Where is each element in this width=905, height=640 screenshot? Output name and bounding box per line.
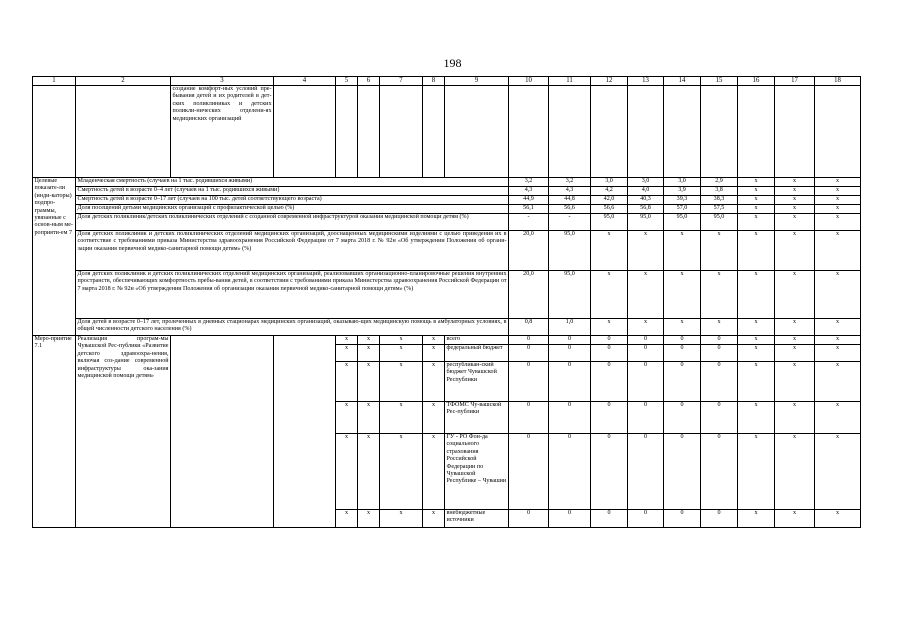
funding-value: 0 xyxy=(509,402,549,434)
budget-code: x xyxy=(380,402,423,434)
column-header: 2 xyxy=(76,77,171,86)
funding-source: ГУ - РО Фон-да социального страхования Российской Федерации по Чувашской Республике – Чувашии xyxy=(445,434,509,510)
indicator-value: x xyxy=(701,271,738,319)
budget-code: x xyxy=(423,434,445,510)
budget-code: x xyxy=(380,345,423,362)
indicator-value: x xyxy=(775,187,815,196)
indicator-value: x xyxy=(628,271,664,319)
indicator-value: x xyxy=(591,319,628,336)
funding-value: 0 xyxy=(509,434,549,510)
funding-value: 0 xyxy=(509,510,549,528)
indicator-value: 57,5 xyxy=(701,205,738,214)
funding-value: x xyxy=(815,402,861,434)
indicator-value: x xyxy=(775,231,815,271)
budget-code: x xyxy=(423,336,445,345)
funding-value: x xyxy=(775,510,815,528)
funding-source: федеральный бюджет xyxy=(445,345,509,362)
indicator-value: x xyxy=(591,231,628,271)
budget-code: x xyxy=(380,362,423,402)
budget-code: x xyxy=(336,510,358,528)
column-header: 3 xyxy=(171,77,274,86)
indicator-value: x xyxy=(738,187,775,196)
table-row xyxy=(33,86,861,178)
funding-value: 0 xyxy=(509,362,549,402)
indicator-value: 4,2 xyxy=(591,187,628,196)
funding-value: x xyxy=(815,362,861,402)
table-cell xyxy=(380,86,423,178)
funding-value: 0 xyxy=(591,434,628,510)
table-cell xyxy=(171,336,274,528)
indicator-value: x xyxy=(701,319,738,336)
indicator-value: x xyxy=(664,319,701,336)
budget-code: x xyxy=(380,336,423,345)
funding-value: 0 xyxy=(664,336,701,345)
table-cell xyxy=(701,86,738,178)
budget-code: x xyxy=(423,510,445,528)
indicator-value: x xyxy=(664,231,701,271)
indicator-value: 3,9 xyxy=(664,187,701,196)
funding-value: 0 xyxy=(701,510,738,528)
funding-value: 0 xyxy=(591,510,628,528)
indicator-value: x xyxy=(775,196,815,205)
indicator-value: - xyxy=(549,214,591,231)
column-header: 11 xyxy=(549,77,591,86)
funding-value: x xyxy=(775,434,815,510)
indicator-row xyxy=(33,231,861,271)
indicator-value: 95,0 xyxy=(628,214,664,231)
budget-code: x xyxy=(358,510,380,528)
measure-label: Меро-приятие 7.1 xyxy=(33,336,76,528)
indicator-text: Доля посещений детьми медицинских организаций с профилактической целью (%) xyxy=(76,205,509,214)
page-number: 198 xyxy=(443,56,462,70)
table-cell xyxy=(336,86,358,178)
funding-value: 0 xyxy=(628,510,664,528)
indicators-label: Целевые показате-ли (инди-каторы) подпро-граммы, увязанные с основ-ным ме-роприяти-ем 7 xyxy=(33,178,76,336)
budget-code: x xyxy=(380,510,423,528)
indicator-value: x xyxy=(815,214,861,231)
funding-value: x xyxy=(815,434,861,510)
table-cell xyxy=(76,86,171,178)
table-cell xyxy=(509,86,549,178)
funding-value: 0 xyxy=(701,434,738,510)
indicator-text: Доля детских поликлиник/детских поликлинических отделений с созданной современной инфраструктурой оказания медицинской помощи детям (%) xyxy=(76,214,509,231)
budget-code: x xyxy=(336,402,358,434)
table-cell xyxy=(358,86,380,178)
column-header: 1 xyxy=(33,77,76,86)
funding-value: 0 xyxy=(549,510,591,528)
funding-value: 0 xyxy=(628,434,664,510)
indicator-value: 95,0 xyxy=(701,214,738,231)
indicator-value: 56,6 xyxy=(549,205,591,214)
funding-value: x xyxy=(738,336,775,345)
funding-source: внебюджетные источники xyxy=(445,510,509,528)
indicator-value: x xyxy=(738,178,775,187)
funding-value: 0 xyxy=(664,510,701,528)
table-cell xyxy=(423,86,445,178)
funding-value: 0 xyxy=(701,345,738,362)
budget-code: x xyxy=(336,336,358,345)
budget-code: x xyxy=(358,345,380,362)
indicator-row xyxy=(33,178,861,187)
indicator-value: x xyxy=(815,205,861,214)
indicator-value: x xyxy=(775,214,815,231)
column-header: 12 xyxy=(591,77,628,86)
indicator-value: 39,3 xyxy=(664,196,701,205)
table-cell xyxy=(664,86,701,178)
column-header: 14 xyxy=(664,77,701,86)
indicator-value: x xyxy=(738,196,775,205)
funding-value: x xyxy=(738,402,775,434)
header-row xyxy=(33,77,861,86)
indicator-row xyxy=(33,214,861,231)
budget-code: x xyxy=(336,345,358,362)
indicator-value: x xyxy=(701,231,738,271)
indicator-value: 2,9 xyxy=(701,178,738,187)
table-cell xyxy=(591,86,628,178)
funding-value: 0 xyxy=(628,345,664,362)
measure-description: Реализация програм-мы Чувашской Рес-публики «Развитие детского здравоохра-нения, включая соз-дание современной инфраструктуры ока-зания медицинской помощи детям» xyxy=(76,336,171,528)
indicator-value: x xyxy=(775,319,815,336)
indicator-value: x xyxy=(815,187,861,196)
indicator-text: Доля детей в возрасте 0–17 лет, пролеченных в дневных стационарах медицинских организаций, оказываю-щих медицинскую помощь в амбулаторных условиях, в общей численности детского населения (%) xyxy=(76,319,509,336)
column-header: 5 xyxy=(336,77,358,86)
funding-value: x xyxy=(738,434,775,510)
funding-value: 0 xyxy=(549,402,591,434)
funding-value: 0 xyxy=(591,402,628,434)
funding-value: 0 xyxy=(549,434,591,510)
budget-code: x xyxy=(423,345,445,362)
indicator-value: 44,9 xyxy=(509,196,549,205)
indicator-value: 57,0 xyxy=(664,205,701,214)
indicator-value: 38,3 xyxy=(701,196,738,205)
column-header: 18 xyxy=(815,77,861,86)
indicator-value: 95,0 xyxy=(549,271,591,319)
indicator-value: x xyxy=(591,271,628,319)
funding-source: всего xyxy=(445,336,509,345)
indicator-value: x xyxy=(738,205,775,214)
indicator-value: 3,2 xyxy=(509,178,549,187)
indicator-value: 44,8 xyxy=(549,196,591,205)
indicator-value: 95,0 xyxy=(591,214,628,231)
indicator-row xyxy=(33,196,861,205)
column-header: 9 xyxy=(445,77,509,86)
funding-value: 0 xyxy=(664,345,701,362)
funding-value: 0 xyxy=(509,345,549,362)
funding-value: x xyxy=(775,345,815,362)
funding-value: 0 xyxy=(628,362,664,402)
indicator-value: x xyxy=(664,271,701,319)
indicator-value: 3,0 xyxy=(628,178,664,187)
funding-value: 0 xyxy=(701,336,738,345)
budget-code: x xyxy=(423,402,445,434)
indicator-row xyxy=(33,319,861,336)
indicator-value: 56,6 xyxy=(591,205,628,214)
column-header: 13 xyxy=(628,77,664,86)
table-cell xyxy=(549,86,591,178)
funding-value: 0 xyxy=(628,336,664,345)
indicator-value: 3,0 xyxy=(664,178,701,187)
indicator-text: Младенческая смертность (случаев на 1 тыс. родившихся живыми) xyxy=(76,178,509,187)
program-table xyxy=(32,76,861,528)
budget-code: x xyxy=(358,336,380,345)
table-cell xyxy=(274,336,336,528)
indicator-text: Доля детских поликлиник и детских поликлинических отделений медицинских организаций, реализовавших организационно-планировочные решения внутренних пространств, обеспечивающих комфортность пребы-вания детей, в соответствии с требованиями приказа Министерства здравоохранения Российской Федерации от 7 марта 2018 г. № 92н «Об утверждении Положения об организации оказания первичной медико-санитарной помощи детям» (%) xyxy=(76,271,509,319)
funding-value: 0 xyxy=(591,336,628,345)
table-cell xyxy=(775,86,815,178)
funding-value: x xyxy=(738,362,775,402)
funding-value: 0 xyxy=(549,362,591,402)
column-header: 4 xyxy=(274,77,336,86)
funding-value: x xyxy=(775,362,815,402)
indicator-value: x xyxy=(775,178,815,187)
budget-code: x xyxy=(358,434,380,510)
column-header: 8 xyxy=(423,77,445,86)
indicator-value: 20,0 xyxy=(509,231,549,271)
indicator-value: x xyxy=(775,271,815,319)
funding-value: x xyxy=(815,510,861,528)
budget-code: x xyxy=(423,362,445,402)
indicator-value: 4,0 xyxy=(628,187,664,196)
indicator-value: x xyxy=(815,231,861,271)
column-header: 16 xyxy=(738,77,775,86)
indicator-text: Смертность детей в возрасте 0–17 лет (случаев на 100 тыс. детей соответствующего возраста) xyxy=(76,196,509,205)
funding-value: 0 xyxy=(664,402,701,434)
indicator-value: x xyxy=(738,214,775,231)
table-cell xyxy=(628,86,664,178)
budget-code: x xyxy=(336,434,358,510)
indicator-value: 20,0 xyxy=(509,271,549,319)
funding-value: x xyxy=(815,345,861,362)
indicator-value: 42,0 xyxy=(591,196,628,205)
budget-code: x xyxy=(380,434,423,510)
funding-value: 0 xyxy=(549,345,591,362)
funding-value: 0 xyxy=(628,402,664,434)
indicator-value: x xyxy=(628,319,664,336)
indicator-value: x xyxy=(815,178,861,187)
indicator-value: 3,2 xyxy=(549,178,591,187)
indicator-value: x xyxy=(738,231,775,271)
column-header: 17 xyxy=(775,77,815,86)
table-cell xyxy=(815,86,861,178)
indicator-value: x xyxy=(815,196,861,205)
funding-value: x xyxy=(738,345,775,362)
indicator-value: x xyxy=(775,205,815,214)
indicator-value: 0,8 xyxy=(509,319,549,336)
indicator-value: 4,3 xyxy=(549,187,591,196)
indicator-value: x xyxy=(628,231,664,271)
funding-value: 0 xyxy=(591,345,628,362)
indicator-row xyxy=(33,205,861,214)
funding-source: республикан-ский бюджет Чувашской Республики xyxy=(445,362,509,402)
indicator-value: x xyxy=(815,319,861,336)
funding-value: 0 xyxy=(664,362,701,402)
indicator-value: 56,8 xyxy=(628,205,664,214)
funding-value: 0 xyxy=(591,362,628,402)
indicator-value: 3,8 xyxy=(701,187,738,196)
indicator-row xyxy=(33,187,861,196)
budget-code: x xyxy=(358,362,380,402)
funding-value: x xyxy=(775,402,815,434)
funding-value: 0 xyxy=(509,336,549,345)
indicator-value: 95,0 xyxy=(549,231,591,271)
table-cell xyxy=(33,86,76,178)
funding-value: 0 xyxy=(701,402,738,434)
indicator-value: 95,0 xyxy=(664,214,701,231)
indicator-value: x xyxy=(738,319,775,336)
column-header: 15 xyxy=(701,77,738,86)
indicator-row xyxy=(33,271,861,319)
funding-value: x xyxy=(775,336,815,345)
indicator-value: 1,0 xyxy=(549,319,591,336)
indicator-text: Доля детских поликлиник и детских поликлинических отделений медицинских организаций, дооснащенных медицинскими изделиями с целью приведения их в соответствие с требованиями приказа Министерства здравоохранения Российской Федерации от 7 марта 2018 г. № 92н «Об утверждении Положения об органи-зации оказания первичной медико-санитарной помощи детям» (%) xyxy=(76,231,509,271)
column-header: 6 xyxy=(358,77,380,86)
budget-code: x xyxy=(358,402,380,434)
funding-value: x xyxy=(815,336,861,345)
table-cell xyxy=(738,86,775,178)
indicator-value: 4,3 xyxy=(509,187,549,196)
table-cell xyxy=(445,86,509,178)
funding-source: ТФОМС Чу-вашской Рес-публики xyxy=(445,402,509,434)
indicator-value: 3,0 xyxy=(591,178,628,187)
funding-value: 0 xyxy=(664,434,701,510)
funding-row xyxy=(33,336,861,345)
indicator-value: x xyxy=(738,271,775,319)
funding-value: 0 xyxy=(549,336,591,345)
budget-code: x xyxy=(336,362,358,402)
indicator-text: Смертность детей в возрасте 0–4 лет (случаев на 1 тыс. родившихся живыми) xyxy=(76,187,509,196)
table-cell xyxy=(274,86,336,178)
column-header: 7 xyxy=(380,77,423,86)
measure-description: создание комфорт-ных условий пре-бывания детей и их родителей в дет-ских поликлиниках и детских поликли-нических отделени-ях медицинских организаций xyxy=(171,86,274,178)
indicator-value: x xyxy=(815,271,861,319)
indicator-value: 40,3 xyxy=(628,196,664,205)
indicator-value: 56,1 xyxy=(509,205,549,214)
indicator-value: - xyxy=(509,214,549,231)
funding-value: 0 xyxy=(701,362,738,402)
column-header: 10 xyxy=(509,77,549,86)
funding-value: x xyxy=(738,510,775,528)
